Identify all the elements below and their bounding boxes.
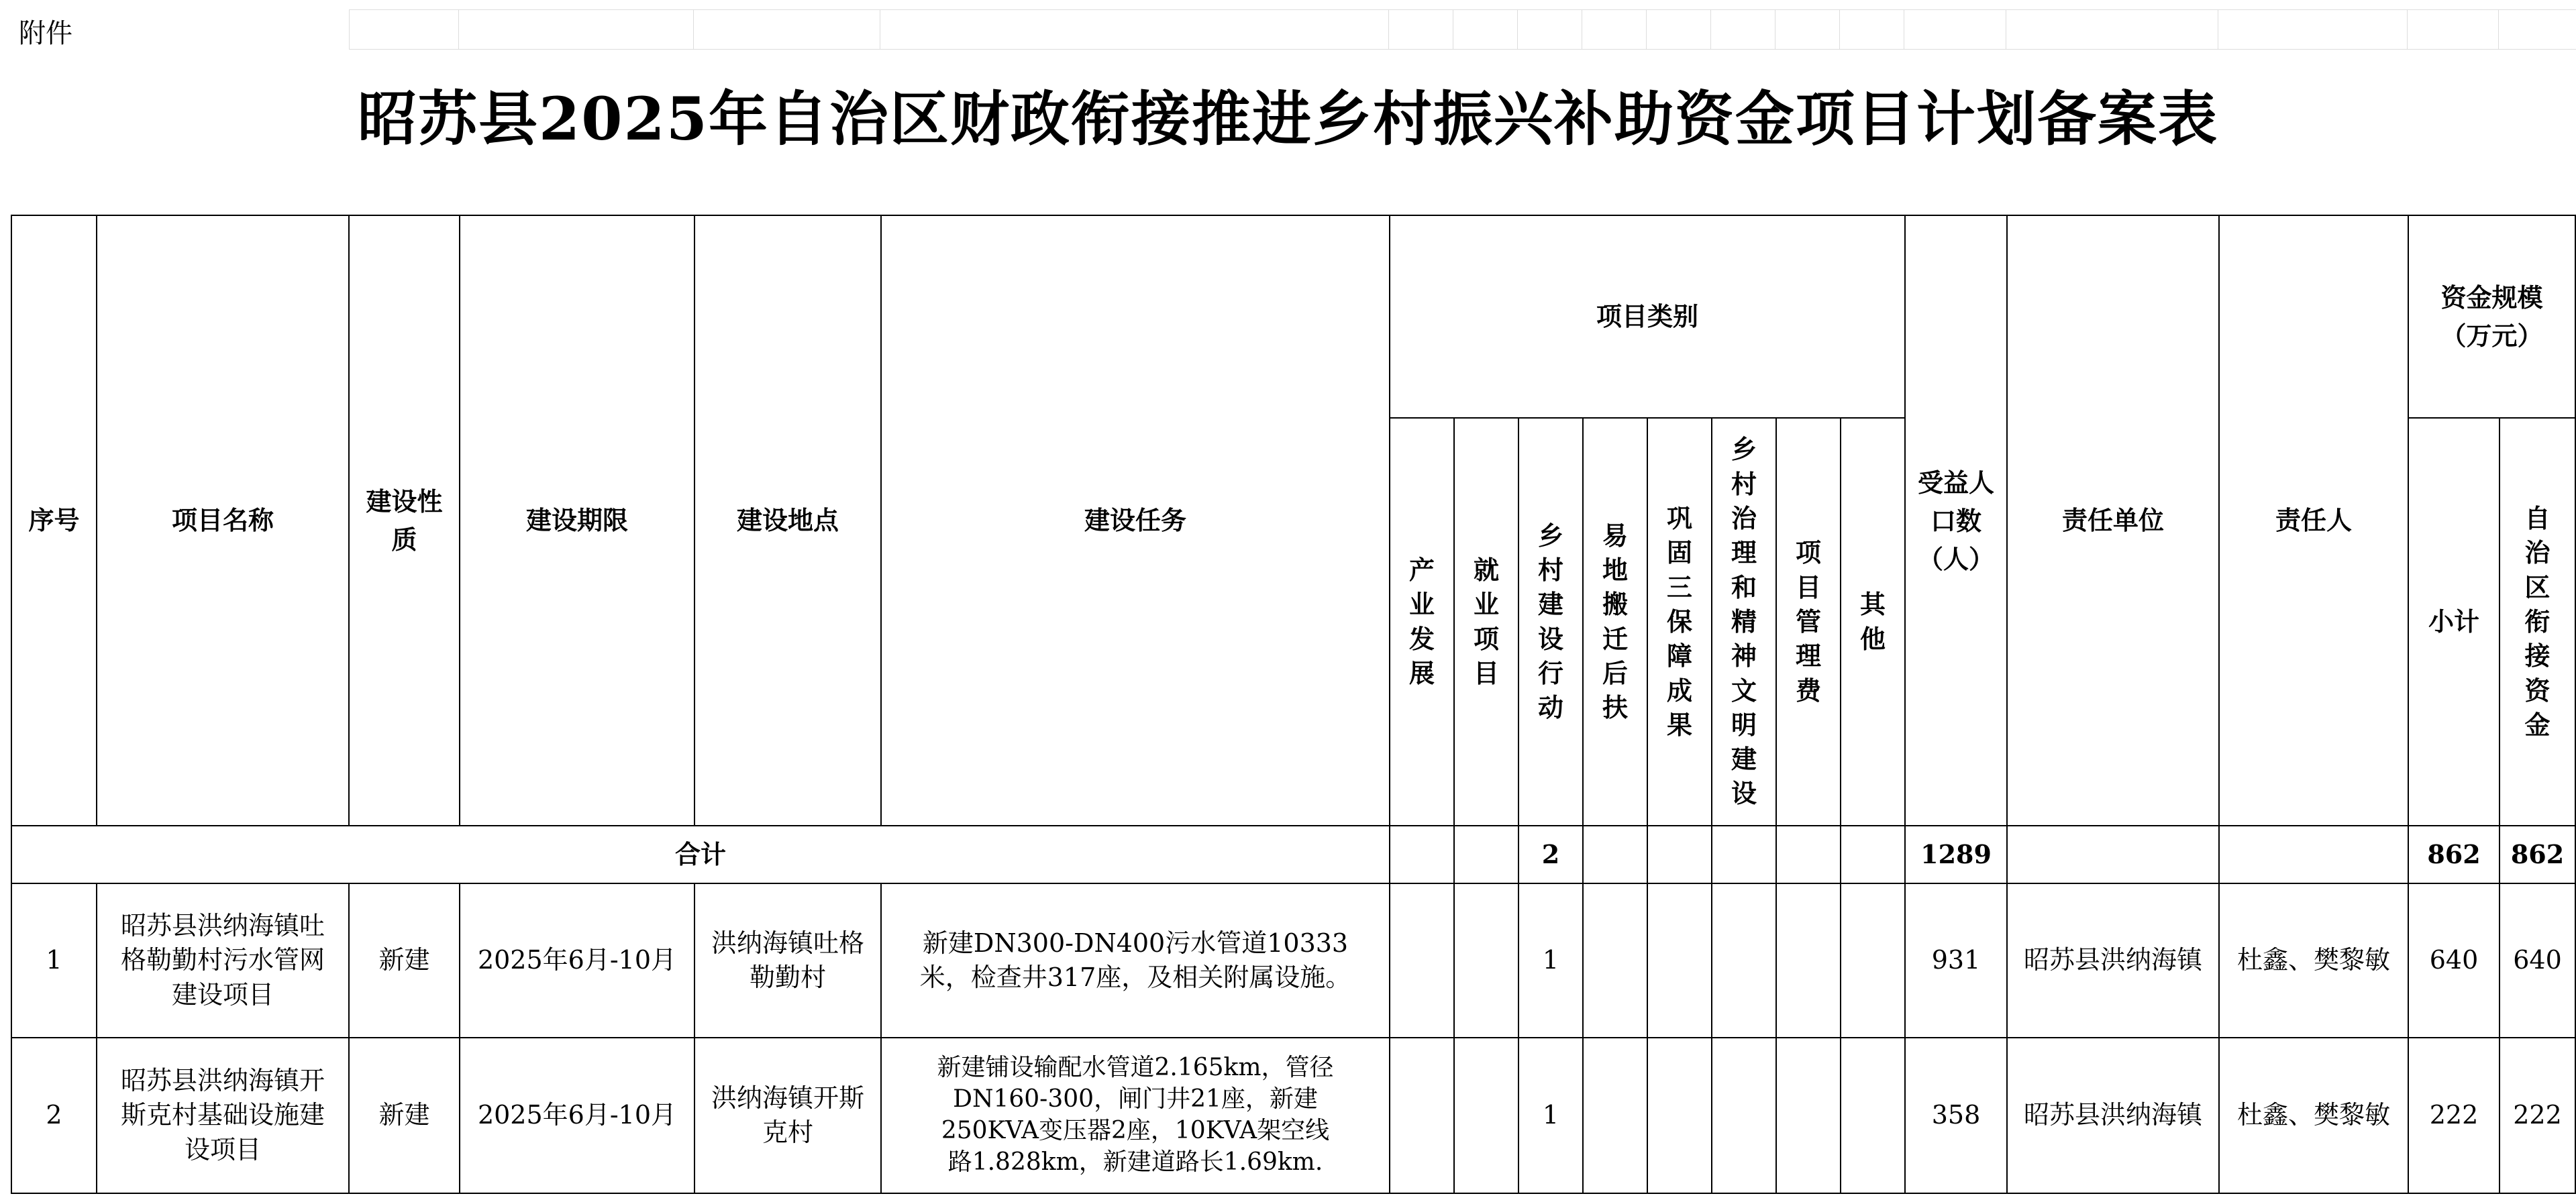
total-cat-governance — [1712, 826, 1776, 883]
row-project-name: 昭苏县洪纳海镇吐格勒勤村污水管网建设项目 — [97, 883, 349, 1038]
header-nature: 建设性质 — [349, 215, 460, 826]
header-category: 项目类别 — [1390, 215, 1905, 418]
project-plan-table — [11, 215, 2576, 1194]
header-cat-relocation: 易地搬迁后扶 — [1583, 418, 1647, 826]
total-region-funds: 862 — [2500, 826, 2575, 883]
row-seq: 2 — [11, 1038, 97, 1193]
row-region-funds: 640 — [2500, 883, 2575, 1038]
row-period: 2025年6月-10月 — [460, 883, 694, 1038]
total-subtotal: 862 — [2408, 826, 2500, 883]
total-beneficiaries: 1289 — [1905, 826, 2007, 883]
row-cat-rural-construction: 1 — [1518, 1038, 1583, 1193]
row-nature: 新建 — [349, 1038, 460, 1193]
row-seq: 1 — [11, 883, 97, 1038]
row-unit: 昭苏县洪纳海镇 — [2007, 1038, 2219, 1193]
total-cat-management — [1776, 826, 1841, 883]
row-person: 杜鑫、樊黎敏 — [2219, 1038, 2408, 1193]
total-person — [2219, 826, 2408, 883]
total-cat-consolidate — [1647, 826, 1712, 883]
header-cat-management: 项目管理费 — [1776, 418, 1841, 826]
spreadsheet-gridlines — [349, 9, 2576, 50]
total-cat-relocation — [1583, 826, 1647, 883]
header-cat-employment: 就业项目 — [1454, 418, 1518, 826]
row-beneficiaries: 931 — [1905, 883, 2007, 1038]
total-cat-employment — [1454, 826, 1518, 883]
header-cat-industry: 产业发展 — [1390, 418, 1454, 826]
header-task: 建设任务 — [881, 215, 1390, 826]
row-location: 洪纳海镇开斯克村 — [694, 1038, 881, 1193]
total-cat-rural-construction: 2 — [1518, 826, 1583, 883]
row-subtotal: 222 — [2408, 1038, 2500, 1193]
row-task: 新建铺设输配水管道2.165km，管径DN160-300，闸门井21座，新建250KVA变压器2座，10KVA架空线路1.828km，新建道路长1.69km. — [881, 1038, 1390, 1193]
header-unit: 责任单位 — [2007, 215, 2219, 826]
header-subtotal: 小计 — [2408, 418, 2500, 826]
total-label: 合计 — [11, 826, 1390, 883]
attachment-label: 附件 — [19, 18, 72, 49]
header-funds: 资金规模（万元） — [2408, 215, 2575, 418]
total-cat-other — [1841, 826, 1905, 883]
total-cat-industry — [1390, 826, 1454, 883]
table-row — [11, 883, 2575, 1038]
header-period: 建设期限 — [460, 215, 694, 826]
row-beneficiaries: 358 — [1905, 1038, 2007, 1193]
row-nature: 新建 — [349, 883, 460, 1038]
row-period: 2025年6月-10月 — [460, 1038, 694, 1193]
header-cat-other: 其他 — [1841, 418, 1905, 826]
row-location: 洪纳海镇吐格勒勤村 — [694, 883, 881, 1038]
header-cat-governance: 乡村治理和精神文明建设 — [1712, 418, 1776, 826]
header-location: 建设地点 — [694, 215, 881, 826]
header-beneficiaries: 受益人口数（人） — [1905, 215, 2007, 826]
total-unit — [2007, 826, 2219, 883]
row-task: 新建DN300-DN400污水管道10333米，检查井317座，及相关附属设施。 — [881, 883, 1390, 1038]
header-person: 责任人 — [2219, 215, 2408, 826]
row-person: 杜鑫、樊黎敏 — [2219, 883, 2408, 1038]
header-cat-rural-construction: 乡村建设行动 — [1518, 418, 1583, 826]
table-row — [11, 1038, 2575, 1193]
row-unit: 昭苏县洪纳海镇 — [2007, 883, 2219, 1038]
document-title: 昭苏县2025年自治区财政衔接推进乡村振兴补助资金项目计划备案表 — [358, 84, 2218, 154]
header-project-name: 项目名称 — [97, 215, 349, 826]
row-cat-rural-construction: 1 — [1518, 883, 1583, 1038]
header-region-funds: 自治区衔接资金 — [2500, 418, 2575, 826]
total-row — [11, 826, 2575, 883]
row-project-name: 昭苏县洪纳海镇开斯克村基础设施建设项目 — [97, 1038, 349, 1193]
header-cat-consolidate: 巩固三保障成果 — [1647, 418, 1712, 826]
row-region-funds: 222 — [2500, 1038, 2575, 1193]
header-seq: 序号 — [11, 215, 97, 826]
row-subtotal: 640 — [2408, 883, 2500, 1038]
